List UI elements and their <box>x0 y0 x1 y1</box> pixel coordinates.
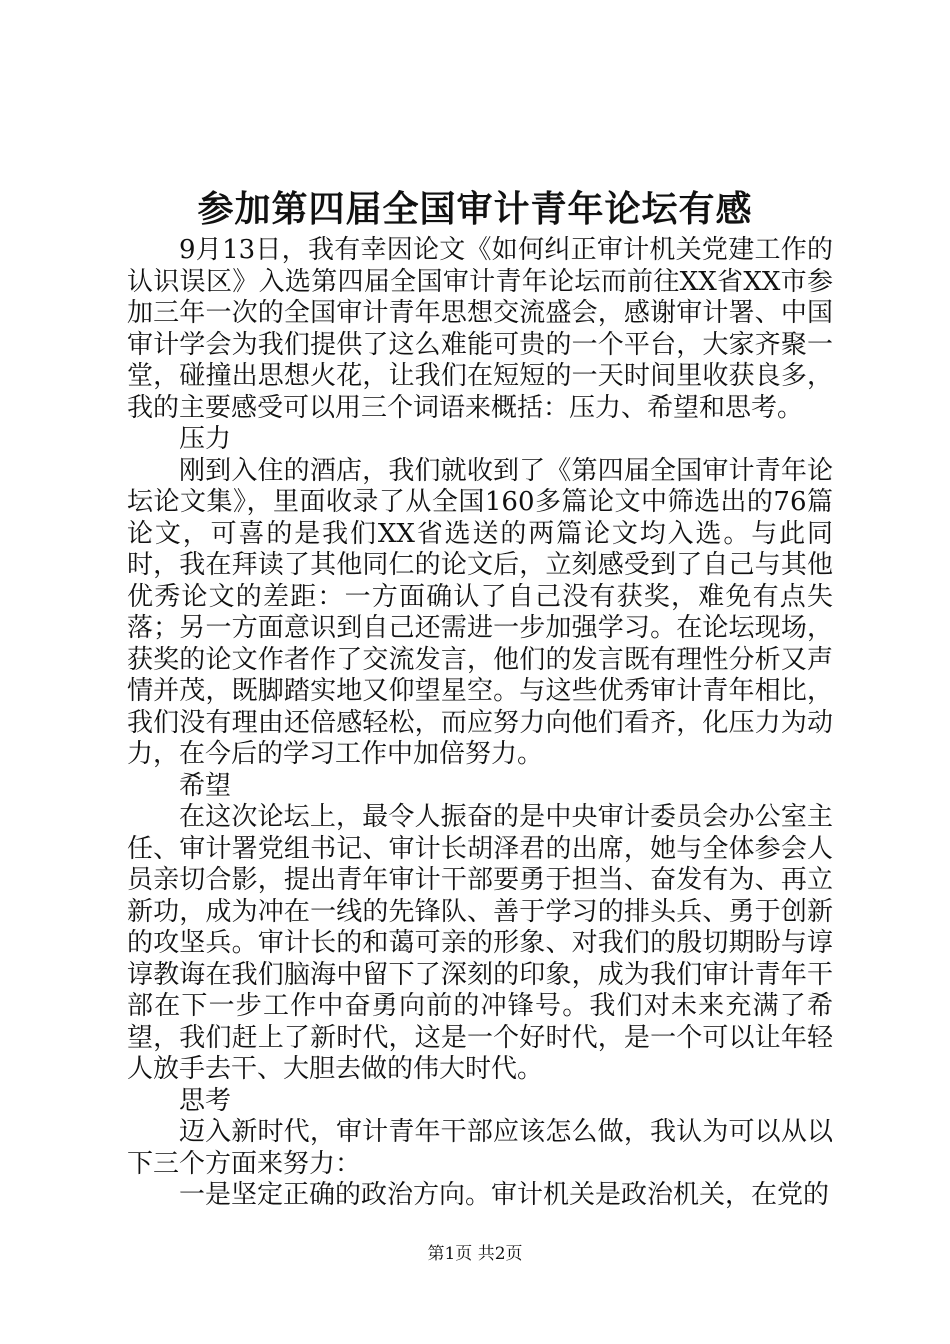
section-heading-hope: 希望 <box>179 770 232 801</box>
paragraph-intro: 9月13日，我有幸因论文《如何纠正审计机关党建工作的认识误区》入选第四届全国审计青年论坛而前往XX省XX市参加三年一次的全国审计青年思想交流盛会，感谢审计署、中国审计学会为我们提供了这么难能可贵的一个平台，大家齐聚一堂，碰撞出思想火花，让我们在短短的一天时间里收获良多，我的主要感受可以用三个词语来概括：压力、希望和思考。 <box>127 235 833 423</box>
document-title: 参加第四届全国审计青年论坛有感 <box>197 188 753 230</box>
page-footer: 第1页 共2页 <box>427 1244 523 1264</box>
section-heading-pressure: 压力 <box>179 424 232 454</box>
paragraph-hope: 在这次论坛上，最令人振奋的是中央审计委员会办公室主任、审计署党组书记、审计长胡泽君的出席，她与全体参会人员亲切合影，提出青年审计干部要勇于担当、奋发有为、再立新功，成为冲在一线的先锋队、善于学习的排头兵、勇于创新的攻坚兵。审计长的和蔼可亲的形象、对我们的殷切期盼与谆谆教诲在我们脑海中留下了深刻的印象，成为我们审计青年干部在下一步工作中奋勇向前的冲锋号。我们对未来充满了希望，我们赶上了新时代，这是一个好时代，是一个可以让年轻人放手去干、大胆去做的伟大时代。 <box>127 802 833 1084</box>
document-body <box>127 235 833 1212</box>
paragraph-thinking: 迈入新时代，审计青年干部应该怎么做，我认为可以从以下三个方面来努力： <box>127 1117 833 1179</box>
paragraph-point-one: 一是坚定正确的政治方向。审计机关是政治机关，在党的 <box>179 1180 830 1210</box>
section-heading-thinking: 思考 <box>179 1085 232 1116</box>
paragraph-pressure: 刚到入住的酒店，我们就收到了《第四届全国审计青年论坛论文集》，里面收录了从全国160多篇论文中筛选出的76篇论文，可喜的是我们XX省选送的两篇论文均入选。与此同时，我在拜读了其他同仁的论文后，立刻感受到了自己与其他优秀论文的差距：一方面确认了自己没有获奖，难免有点失落；另一方面意识到自己还需进一步加强学习。在论坛现场，获奖的论文作者作了交流发言，他们的发言既有理性分析又声情并茂，既脚踏实地又仰望星空。与这些优秀审计青年相比，我们没有理由还倍感轻松，而应努力向他们看齐，化压力为动力，在今后的学习工作中加倍努力。 <box>127 455 833 769</box>
